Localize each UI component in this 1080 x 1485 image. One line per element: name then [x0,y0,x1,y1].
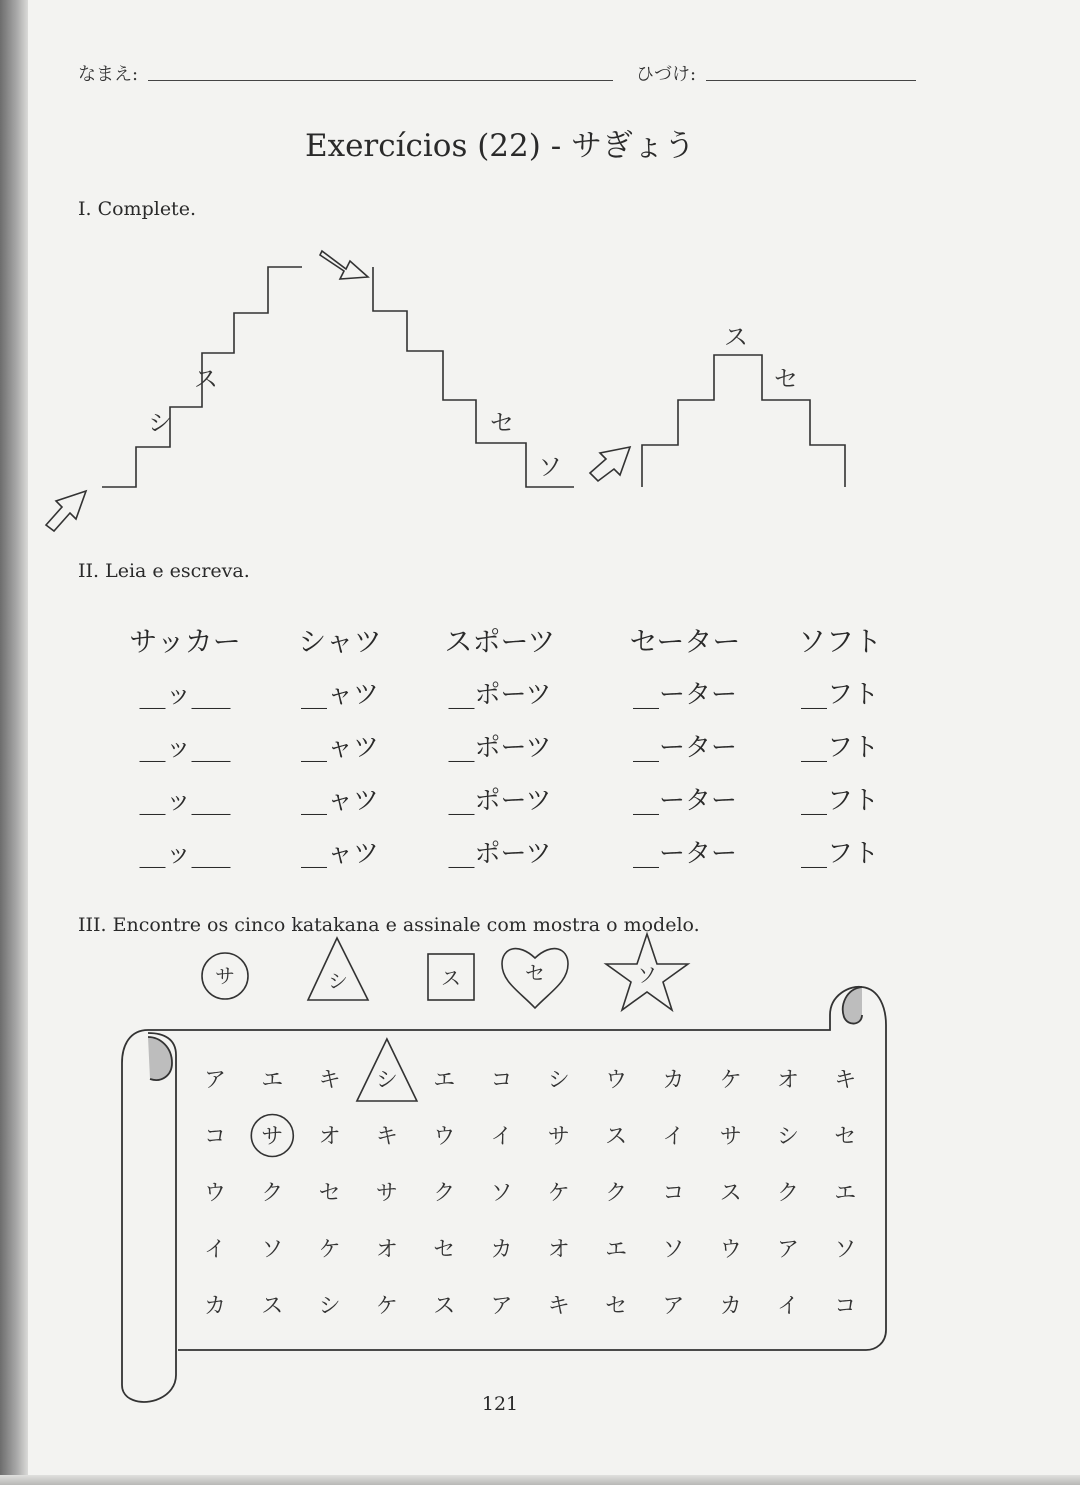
arrow-top-icon [320,251,368,279]
grid-letter[interactable]: ア [662,1294,685,1319]
book-spine-shadow [0,0,28,1485]
grid-letter[interactable]: ソ [490,1181,513,1206]
legend-kana-circle: サ [215,964,235,988]
grid-letter[interactable]: コ [490,1068,513,1093]
grid-letter[interactable]: ケ [375,1294,398,1319]
grid-letter[interactable]: イ [776,1294,800,1319]
legend-kana-square: ス [441,966,461,990]
legend-kana-triangle: シ [328,969,348,993]
grid-letter[interactable]: シ [318,1294,341,1319]
grid-letter[interactable]: エ [261,1068,284,1093]
scroll-curl-right-icon [843,987,862,1024]
grid-letter[interactable]: シ [547,1068,570,1093]
practice-blank[interactable]: __ャツ [300,839,379,869]
stair-kana-3: セ [490,409,514,437]
grid-letter[interactable]: ケ [547,1181,570,1206]
grid-letter[interactable]: サ [261,1124,284,1150]
grid-letter[interactable]: エ [605,1237,628,1263]
grid-letter[interactable]: キ [318,1068,341,1093]
grid-letter[interactable]: キ [547,1294,570,1319]
scroll-left-roll [122,1030,176,1402]
word-column [430,620,570,660]
grid-letter[interactable]: ス [719,1181,742,1206]
word-column [615,620,755,660]
grid-letter[interactable]: イ [662,1124,685,1150]
grid-letter[interactable]: カ [203,1294,227,1319]
grid-letter[interactable]: ソ [261,1237,284,1263]
grid-letter[interactable]: ケ [318,1237,341,1263]
grid-letter[interactable]: シ [776,1124,800,1150]
model-word: セーター [629,625,741,658]
section-1-heading: I. Complete. [78,198,196,220]
practice-blank[interactable]: __ーター [632,786,737,816]
grid-letter[interactable]: ク [776,1181,800,1206]
practice-blank[interactable]: __ャツ [300,733,379,763]
grid-letter[interactable]: エ [433,1068,456,1093]
grid-letter[interactable]: ウ [433,1124,456,1150]
grid-letter[interactable]: ク [605,1181,628,1206]
grid-letter[interactable]: ウ [203,1181,227,1206]
grid-letter[interactable]: セ [433,1237,456,1263]
model-word: ソフト [797,625,882,658]
grid-letter[interactable]: カ [490,1237,513,1263]
right-stairs [642,355,845,487]
date-label: ひづけ: [636,64,697,85]
grid-letter[interactable]: ケ [719,1068,742,1093]
legend-kana-star: ソ [637,963,657,987]
grid-letter[interactable]: コ [662,1181,685,1206]
model-word: サッカー [129,625,241,658]
grid-letter[interactable]: ア [776,1237,800,1263]
practice-blank[interactable]: __フト [800,839,879,869]
practice-blank[interactable]: __フト [800,786,879,816]
legend-kana-heart: セ [525,961,545,985]
practice-blank[interactable]: __ーター [632,680,737,710]
grid-letter[interactable]: イ [490,1124,513,1150]
practice-blank[interactable]: __フト [800,733,879,763]
page-title: Exercícios (22) - サぎょう [304,128,696,164]
name-field[interactable] [148,58,613,81]
word-column [115,620,255,660]
grid-letter[interactable]: オ [547,1237,570,1263]
grid-letter[interactable]: ス [433,1294,456,1319]
practice-blank[interactable]: __ポーツ [448,839,552,869]
stair-kana-1: シ [148,409,172,437]
grid-letter[interactable]: コ [834,1294,857,1319]
grid-letter[interactable]: ス [605,1124,628,1150]
grid-letter[interactable]: ア [490,1294,513,1319]
right-stair-kana-2: セ [774,365,798,393]
grid-letter[interactable]: キ [375,1124,398,1150]
practice-blank[interactable]: __ッ___ [139,786,231,816]
arrow-right-icon [590,447,630,481]
word-search-scroll [110,975,900,1405]
right-stair-kana-1: ス [724,323,748,351]
practice-blank[interactable]: __ッ___ [139,680,231,710]
scroll-top-edge [148,1015,830,1030]
grid-letter[interactable]: ウ [719,1237,742,1263]
grid-letter[interactable]: ア [203,1068,227,1093]
grid-letter[interactable]: ク [433,1181,456,1206]
page-bottom-edge [0,1475,1080,1485]
arrow-start-icon [46,491,86,531]
grid-letter[interactable]: シ [375,1068,398,1093]
grid-letter[interactable]: ソ [662,1237,685,1263]
practice-blank[interactable]: __ッ___ [139,839,231,869]
date-field[interactable] [706,58,916,81]
practice-blank[interactable]: __ポーツ [448,786,552,816]
grid-letter[interactable]: エ [834,1181,857,1206]
grid-letter[interactable]: オ [318,1124,341,1150]
grid-letter[interactable]: ス [261,1294,284,1319]
stairs-exercise [30,225,890,535]
grid-letter[interactable]: ソ [834,1237,857,1263]
grid-letter[interactable]: サ [375,1181,398,1206]
word-column [770,620,910,660]
practice-blank[interactable]: __ーター [632,839,737,869]
grid-letter[interactable]: サ [719,1124,742,1150]
page-number: 121 [481,1393,519,1415]
grid-letter[interactable]: セ [605,1294,628,1319]
grid-letter[interactable]: セ [834,1124,857,1150]
practice-blank[interactable]: __フト [800,680,879,710]
scroll-curl-left-icon [148,1037,172,1080]
grid-letter[interactable]: イ [203,1237,227,1263]
practice-blank[interactable]: __ャツ [300,680,379,710]
grid-letter[interactable]: カ [719,1294,742,1319]
grid-letter[interactable]: カ [662,1068,685,1093]
section-3-heading: III. Encontre os cinco katakana e assinale com mostra o modelo. [78,914,700,936]
grid-letter[interactable]: キ [834,1068,857,1093]
grid-letter[interactable]: コ [203,1124,227,1150]
practice-blank[interactable]: __ッ___ [139,733,231,763]
model-word: シャツ [298,625,382,658]
grid-letter[interactable]: サ [547,1124,570,1150]
practice-blank[interactable]: __ャツ [300,786,379,816]
stair-kana-4: ソ [538,453,562,481]
stair-kana-2: ス [194,365,218,393]
grid-letter[interactable]: セ [318,1181,341,1206]
grid-letter[interactable]: オ [776,1068,800,1093]
practice-blank[interactable]: __ーター [632,733,737,763]
name-label: なまえ: [78,64,139,85]
section-2-heading: II. Leia e escreva. [78,560,250,582]
grid-letter[interactable]: ク [261,1181,284,1206]
word-column [270,620,410,660]
practice-blank[interactable]: __ポーツ [448,733,552,763]
model-word: スポーツ [444,625,556,658]
practice-blank[interactable]: __ポーツ [448,680,552,710]
grid-letter[interactable]: オ [375,1237,398,1263]
grid-letter[interactable]: ウ [605,1068,628,1093]
